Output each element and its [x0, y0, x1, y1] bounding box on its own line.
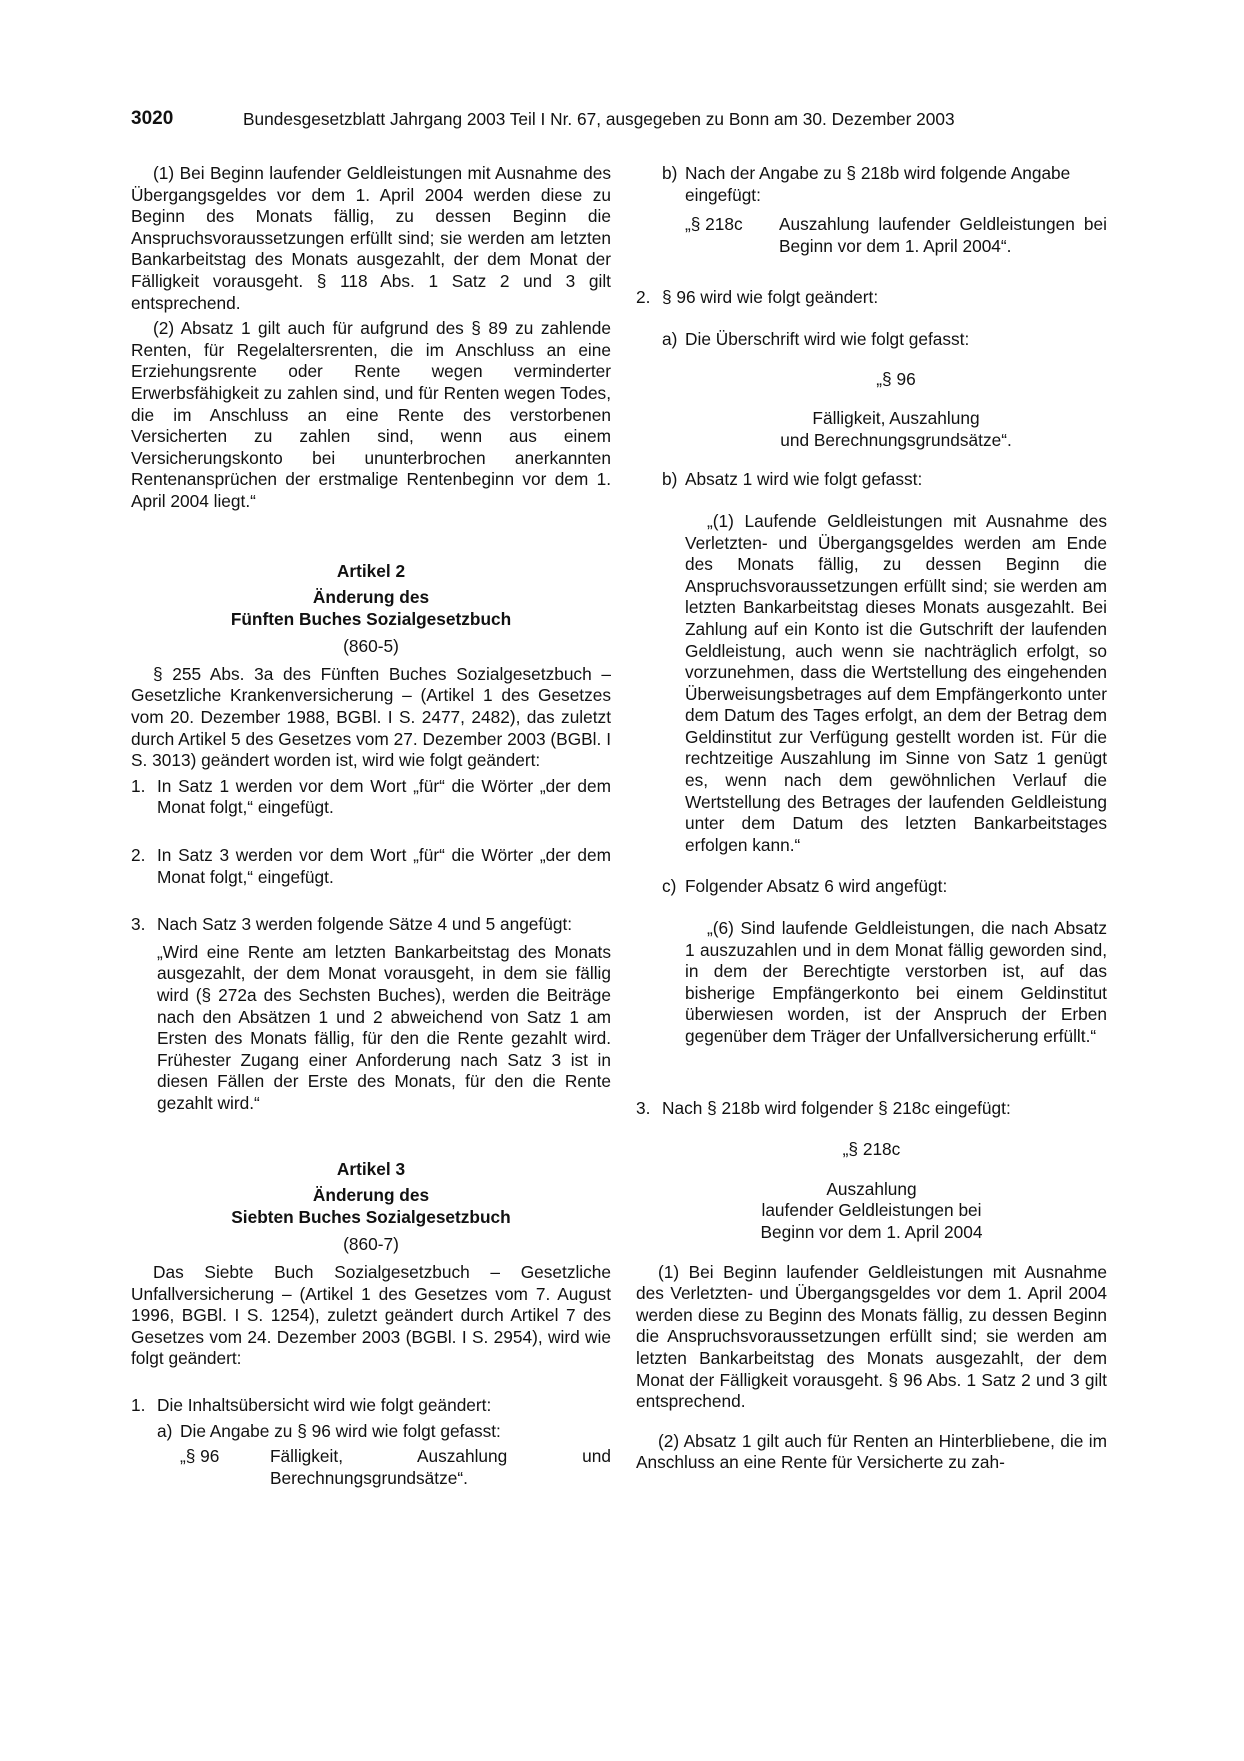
fna-code: (860-5) — [343, 636, 399, 657]
list-item: b) Absatz 1 wird wie folgt gefasst: — [662, 469, 923, 490]
list-item: 3. Nach § 218b wird folgender § 218c eingefügt: — [636, 1097, 1011, 1118]
page-number: 3020 — [131, 108, 174, 129]
section-title: laufender Geldleistungen bei — [761, 1200, 982, 1221]
list-item: a) Die Überschrift wird wie folgt gefasst: — [662, 328, 970, 349]
paragraph: (2) Absatz 1 gilt auch für aufgrund des § 89 zu zahlende Renten, für Regelaltersrenten, die im Anschluss an eine Erziehungsrente oder Rente wegen verminderter Erwerbsfähigkeit zu zahlen sind, und für Renten wegen Todes, die im Anschluss an eine Rente des verstorbenen Versicherten zu zahlen sind, wenn aus einem Versicherungskonto bei ununterbrochen anerkannten Rentenansprüchen der erstmalige Rentenbeginn vor dem 1. April 2004 liegt.“ — [131, 318, 611, 511]
article-title: Fünften Buches Sozialgesetzbuch — [230, 608, 512, 629]
quoted-text: „Wird eine Rente am letzten Bankarbeitstag des Monats ausgezahlt, der dem Monat vorausgeht, in dem sie fällig wird (§ 272a des Sechsten Buches), werden die Beiträge nach den Absätzen 1 und 2 abweichend von Satz 1 am Ersten des Monats fällig, für den die Rente gezahlt wird. Frühester Zugang einer Anforderung nach Satz 3 ist in diesen Fällen der Erste des Monats, für den die Rente gezahlt wird.“ — [157, 941, 611, 1113]
paragraph: (1) Bei Beginn laufender Geldleistungen mit Ausnahme des Verletzten- und Übergangsgeldes vor dem 1. April 2004 werden diese zu Beginn des Monats fällig, zu dessen Beginn die Anspruchsvoraussetzungen erfüllt sind; sie werden am letzten Bankarbeitstag des Monats ausgezahlt, der dem Monat der Fälligkeit vorausgeht. § 96 Abs. 1 Satz 2 und 3 gilt entsprechend. — [636, 1261, 1107, 1412]
section-title: und Berechnungsgrundsätze“. — [780, 429, 1012, 450]
paragraph: Das Siebte Buch Sozialgesetzbuch – Gesetzliche Unfallversicherung – (Artikel 1 des Gesetzes vom 7. August 1996, BGBl. I S. 1254), zuletzt geändert durch Artikel 7 des Gesetzes vom 24. Dezember 2003 (BGBl. I S. 2954), wird wie folgt geändert: — [131, 1261, 611, 1369]
section-number: „§ 218c — [842, 1139, 901, 1160]
list-item: 2. In Satz 3 werden vor dem Wort „für“ die Wörter „der dem Monat folgt,“ eingefügt. — [131, 845, 611, 887]
running-header — [131, 108, 1106, 134]
article-title: Änderung des — [312, 1185, 430, 1206]
paragraph: § 255 Abs. 3a des Fünften Buches Sozialgesetzbuch – Gesetzliche Krankenversicherung – (Artikel 1 des Gesetzes vom 20. Dezember 1988, BGBl. I S. 2477, 2482), das zuletzt durch Artikel 5 des Gesetzes vom 27. Dezember 2003 (BGBl. I S. 3013) geändert worden ist, wird wie folgt geändert: — [131, 663, 611, 771]
list-item: 1. In Satz 1 werden vor dem Wort „für“ die Wörter „der dem Monat folgt,“ eingefügt. — [131, 775, 611, 818]
section-title: Auszahlung — [826, 1178, 917, 1199]
list-item: c) Folgender Absatz 6 wird angefügt: — [662, 876, 948, 897]
toc-entry: „§ 218c Auszahlung laufender Geldleistungen bei Beginn vor dem 1. April 2004“. — [685, 214, 1107, 256]
quoted-text: „(1) Laufende Geldleistungen mit Ausnahme des Verletzten- und Übergangsgeldes werden am Ende des Monats fällig, zu dessen Beginn die Anspruchsvoraussetzungen erfüllt sind; sie werden am letzten Bankarbeitstag dieses Monats ausgezahlt. Bei Zahlung auf ein Konto ist die Gutschrift der laufenden Geldleistung, auch wenn sie nachträglich erfolgt, so vorzunehmen, dass die Wertstellung des eingehenden Überweisungsbetrages auf dem Empfängerkonto unter dem Datum des Tages erfolgt, an dem der Betrag dem Geldinstitut zur Verfügung gestellt worden ist. Für die rechtzeitige Auszahlung im Sinne von Satz 1 genügt es, wenn nach dem gewöhnlichen Verlauf die Wertstellung des Betrages der laufenden Geldleistung unter dem Datum des letzten Bankarbeitstages erfolgen kann.“ — [685, 510, 1107, 855]
paragraph: (1) Bei Beginn laufender Geldleistungen mit Ausnahme des Übergangsgeldes vor dem 1. April 2004 werden diese zu Beginn des Monats fällig, zu dessen Beginn die Anspruchsvoraussetzungen erfüllt sind; sie werden am letzten Bankarbeitstag des Monats ausgezahlt, der dem Monat der Fälligkeit vorausgeht. § 118 Abs. 1 Satz 2 und 3 gilt entsprechend. — [131, 163, 611, 313]
article-title: Siebten Buches Sozialgesetzbuch — [231, 1206, 511, 1227]
toc-entry: „§ 96 Fälligkeit, Auszahlung und Berechnungsgrundsätze“. — [180, 1446, 611, 1488]
header-title: Bundesgesetzblatt Jahrgang 2003 Teil I Nr. 67, ausgegeben zu Bonn am 30. Dezember 2003 — [243, 109, 955, 129]
list-item: 2. § 96 wird wie folgt geändert: — [636, 287, 879, 308]
section-title: Fälligkeit, Auszahlung — [812, 408, 980, 429]
section-title: Beginn vor dem 1. April 2004 — [760, 1221, 983, 1242]
article-heading: Artikel 2 — [336, 560, 406, 581]
list-item: 1. Die Inhaltsübersicht wird wie folgt geändert: — [131, 1394, 492, 1415]
left-column — [131, 163, 611, 1489]
list-item: a) Die Angabe zu § 96 wird wie folgt gefasst: — [157, 1420, 501, 1441]
article-heading: Artikel 3 — [336, 1158, 406, 1179]
section-number: „§ 96 — [876, 368, 916, 389]
list-item: b) Nach der Angabe zu § 218b wird folgende Angabe eingefügt: — [662, 163, 1071, 205]
paragraph: (2) Absatz 1 gilt auch für Renten an Hinterbliebene, die im Anschluss an eine Rente für Versicherte zu zah- — [636, 1430, 1107, 1473]
article-title: Änderung des — [312, 587, 430, 608]
list-item: 3. Nach Satz 3 werden folgende Sätze 4 und 5 angefügt: — [131, 914, 573, 935]
fna-code: (860-7) — [343, 1234, 399, 1255]
quoted-text: „(6) Sind laufende Geldleistungen, die nach Absatz 1 auszuzahlen und in dem Monat fällig geworden sind, in dem der Berechtigte verstorben ist, auf das bisherige Empfängerkonto bei einem Geldinstitut überwiesen worden, ist der Anspruch der Erben gegenüber dem Träger der Unfallversicherung erfüllt.“ — [685, 918, 1107, 1046]
right-column — [636, 163, 1107, 1474]
